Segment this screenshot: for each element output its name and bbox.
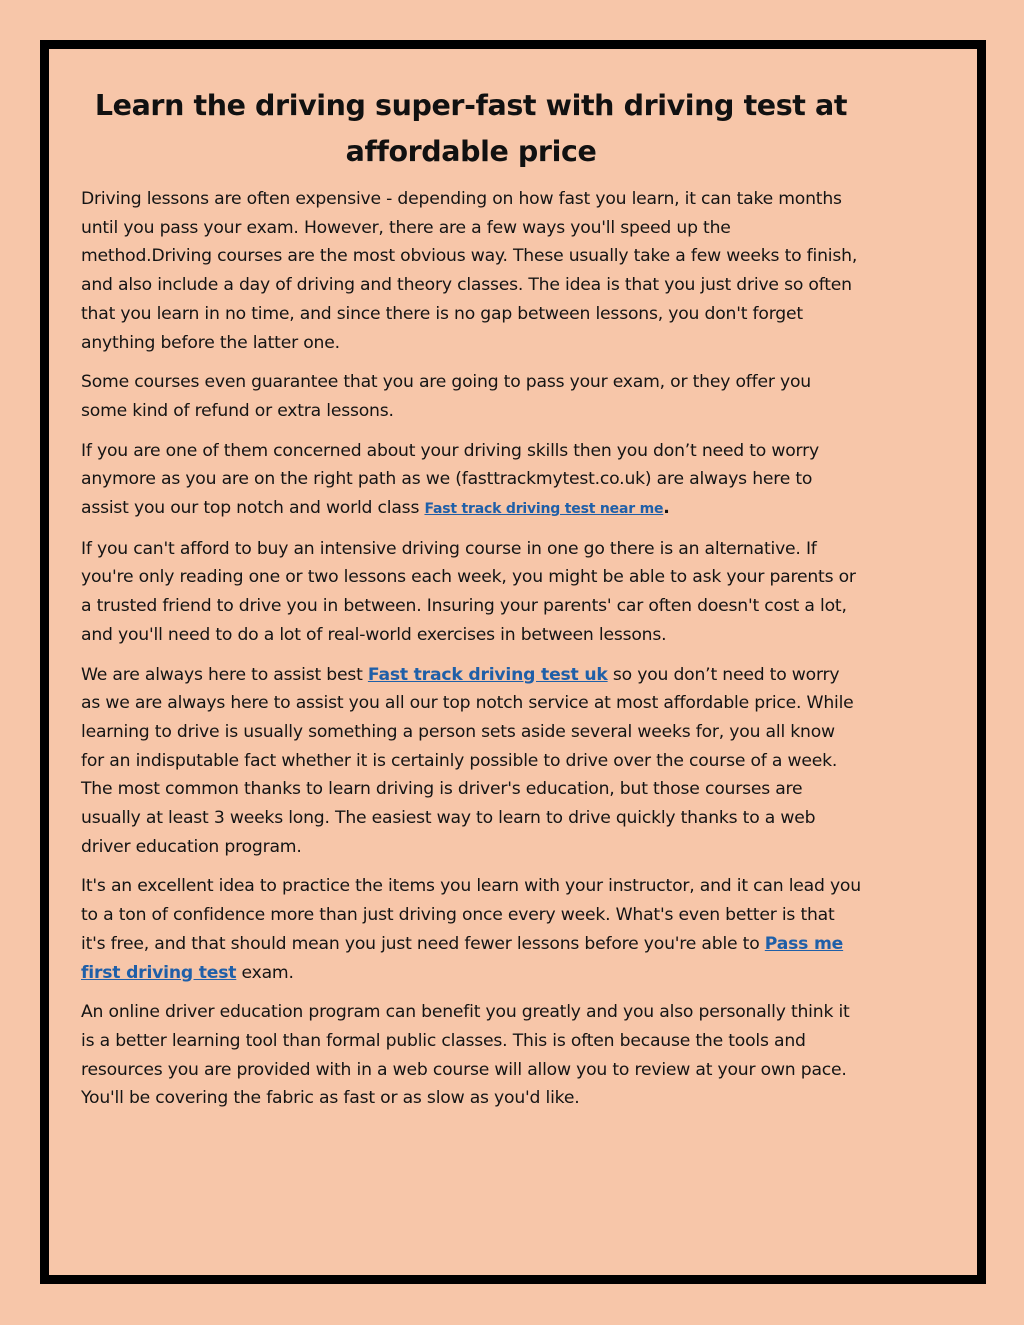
pass-me-first-link[interactable]: Pass me first driving test [81,933,844,983]
document-body [81,83,861,1124]
paragraph-3-end: . [663,498,670,519]
paragraph-4: If you can't afford to buy an intensive driving course in one go there is an alternative. If you're only reading one or two lessons each week, you might be able to ask your parents or a trusted friend to drive you in between. Insuring your parents' car often doesn't cost a lot, and you'll need to do a lot of real-world exercises in between lessons. [81,538,856,645]
paragraph-5-rest: so you don’t need to worry as we are always here to assist you all our top notch service at most affordable price. While learning to drive is usually something a person sets aside several weeks for, you all know for an indisputable fact whether it is certainly possible to drive over the course of a week. The most common thanks to learn driving is driver's education, but those courses are usually at least 3 weeks long. The easiest way to learn to drive quickly thanks to a web driver education program. [81,664,854,857]
fast-track-near-me-link[interactable]: Fast track driving test near me [424,501,664,518]
paragraph-7: An online driver education program can benefit you greatly and you also personally think it is a better learning tool than formal public classes. This is often because the tools and resources you are provided with in a web course will allow you to review at your own pace. You'll be covering the fabric as fast or as slow as you'd like. [81,1002,850,1109]
paragraph-3 [81,437,861,524]
fast-track-uk-link[interactable]: Fast track driving test uk [367,664,608,685]
title-line-2: affordable price [345,135,597,168]
paragraph-2: Some courses even guarantee that you are going to pass your exam, or they offer you some kind of refund or extra lessons. [81,372,811,421]
paragraph-6 [81,872,861,987]
page-title [81,83,861,175]
paragraph-6-end: exam. [236,962,294,983]
title-line-1: Learn the driving super-fast with driving test at [94,89,848,122]
paragraph-5-start: We are always here to assist best [81,664,368,685]
paragraph-1: Driving lessons are often expensive - depending on how fast you learn, it can take months until you pass your exam. However, there are a few ways you'll speed up the method.Driving courses are the most obvious way. These usually take a few weeks to finish, and also include a day of driving and theory classes. The idea is that you just drive so often that you learn in no time, and since there is no gap between lessons, you don't forget anything before the latter one. [81,189,858,353]
paragraph-5 [81,661,861,862]
paragraph-6-text: It's an excellent idea to practice the items you learn with your instructor, and it can lead you to a ton of confidence more than just driving once every week. What's even better is that it's free, and that should mean you just need fewer lessons before you're able to [81,876,861,954]
paragraph-3-text: If you are one of them concerned about your driving skills then you don’t need to worry anymore as you are on the right path as we (fasttrackmytest.co.uk) are always here to assist you our top notch and world class [81,440,819,519]
